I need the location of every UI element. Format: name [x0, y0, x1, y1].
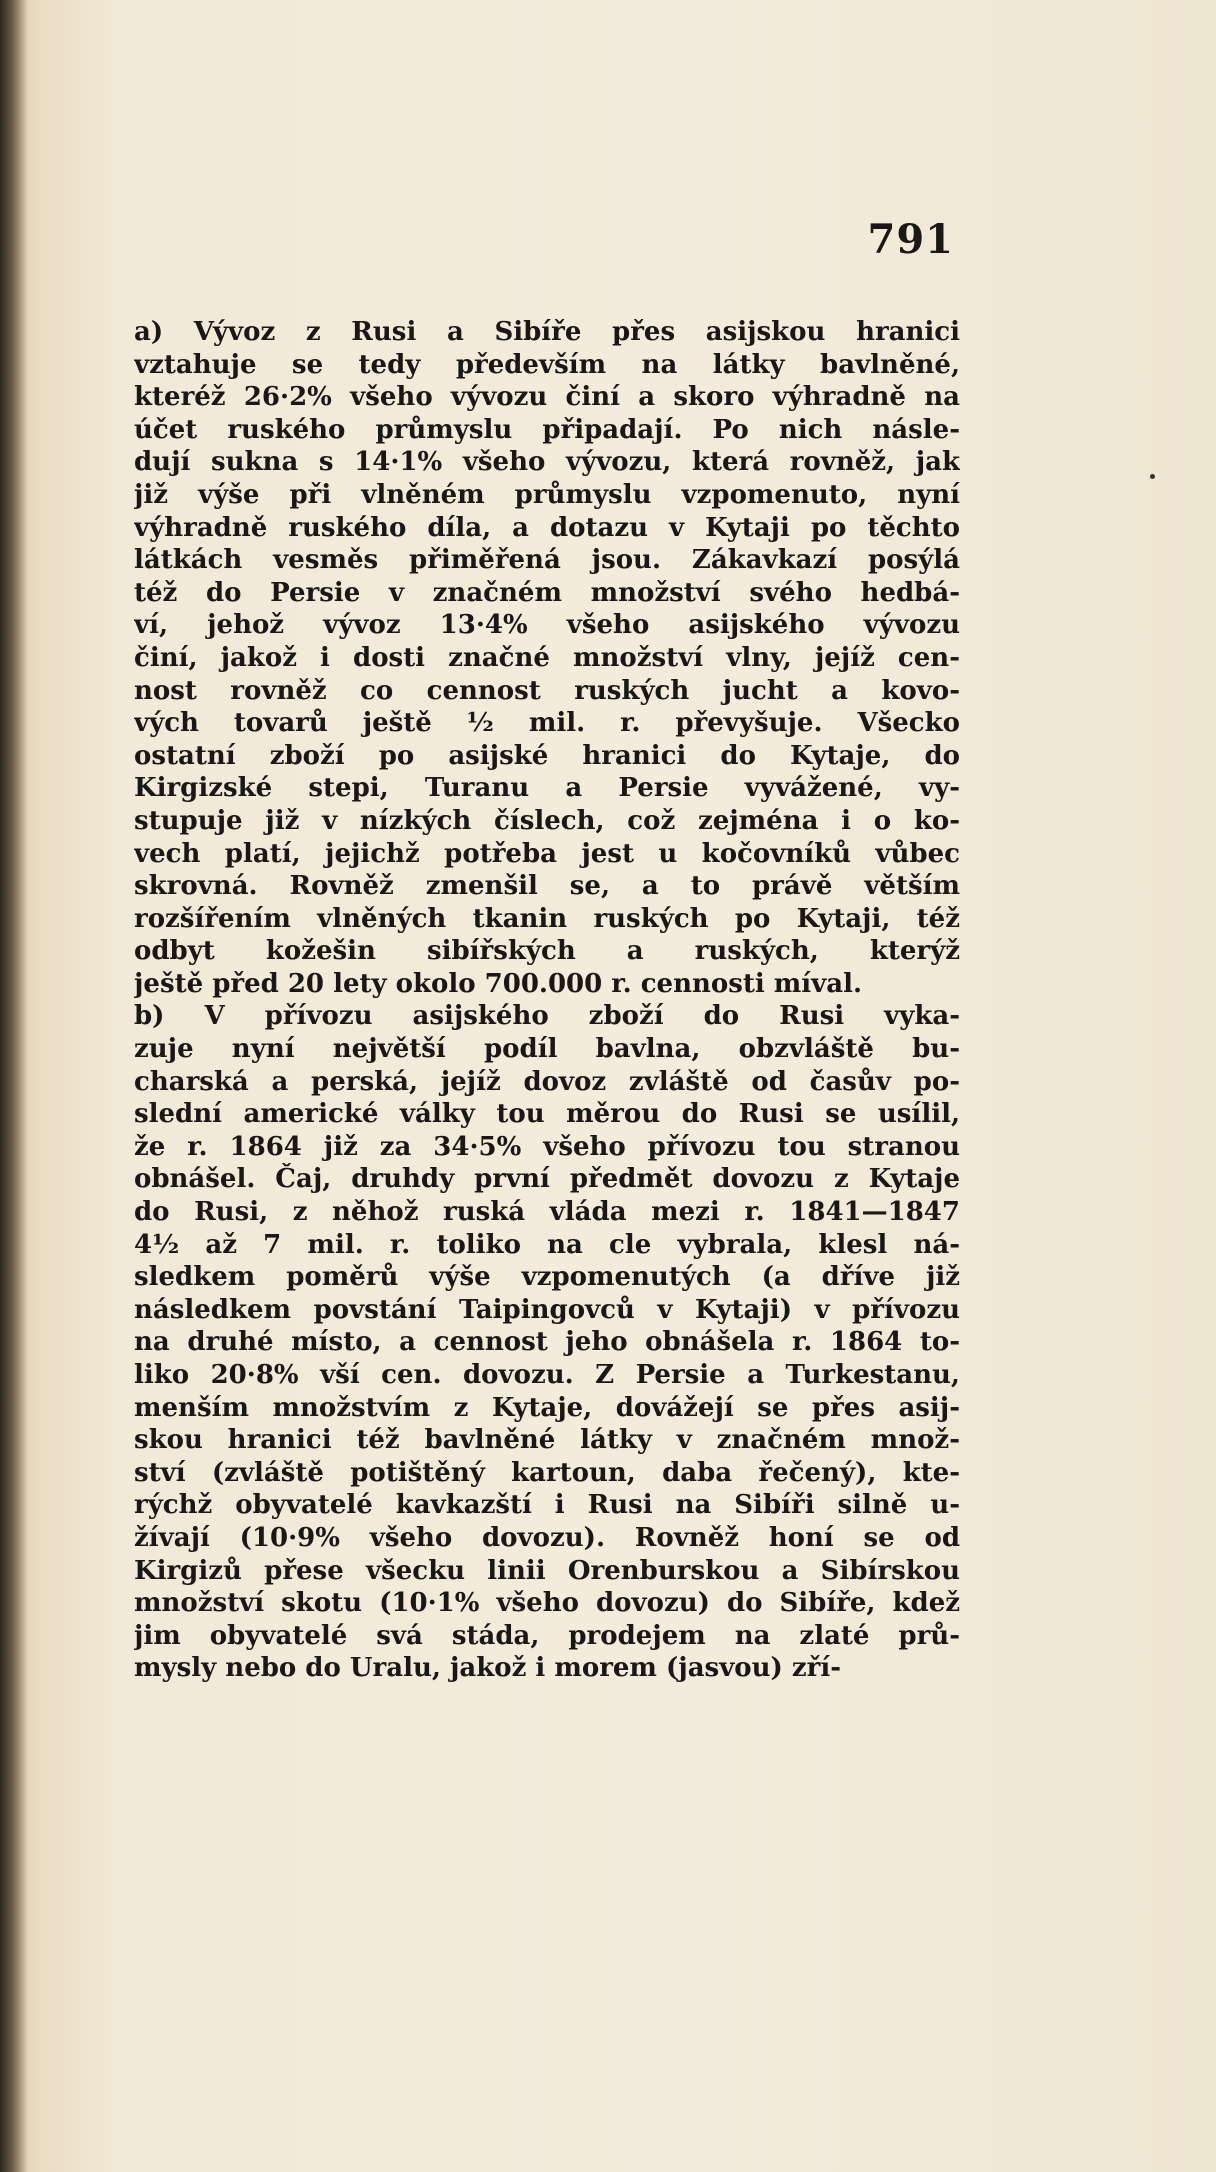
text-line: též do Persie v značném množství svého hedbá- — [134, 577, 960, 608]
text-line: Kirgizské stepi, Turanu a Persie vyvážené, vy- — [134, 773, 960, 804]
text-line: vech platí, jejichž potřeba jest u kočovníků vůbec — [134, 838, 960, 869]
text-line: 4½ až 7 mil. r. toliko na cle vybrala, klesl ná- — [134, 1229, 960, 1260]
text-line: vztahuje se tedy především na látky bavlněné, — [134, 349, 960, 380]
text-line: žívají (10·9% všeho dovozu). Rovněž honí se od — [134, 1522, 960, 1553]
body-text — [134, 316, 960, 1685]
text-line: látkách vesměs přiměřená jsou. Zákavkazí posýlá — [134, 545, 960, 576]
text-line: vých tovarů ještě ½ mil. r. převyšuje. Všecko — [134, 708, 960, 739]
text-line: činí, jakož i dosti značné množství vlny, jejíž cen- — [134, 642, 960, 673]
page-number: 791 — [867, 216, 954, 263]
text-line: na druhé místo, a cennost jeho obnášela r. 1864 to- — [134, 1327, 960, 1358]
binding-gutter — [0, 0, 28, 2172]
text-line: ostatní zboží po asijské hranici do Kytaje, do — [134, 740, 960, 771]
text-line: liko 20·8% vší cen. dovozu. Z Persie a Turkestanu, — [134, 1360, 960, 1390]
text-line: charská a perská, jejíž dovoz zvláště od časův po- — [134, 1066, 960, 1097]
text-line: rozšířením vlněných tkanin ruských po Kytaji, též — [134, 903, 960, 934]
text-line: kteréž 26·2% všeho vývozu činí a skoro výhradně na — [134, 382, 960, 413]
text-line: rýchž obyvatelé kavkazští i Rusi na Sibíři silně u- — [134, 1490, 960, 1521]
text-line: b) V přívozu asijského zboží do Rusi vyka- — [134, 1001, 960, 1032]
text-line: stupuje již v nízkých číslech, což zejména i o ko- — [134, 805, 960, 836]
text-line: Kirgizů přese všecku linii Orenburskou a Sibírskou — [134, 1555, 960, 1586]
text-line: že r. 1864 již za 34·5% všeho přívozu tou stranou — [134, 1131, 960, 1162]
text-line: mysly nebo do Uralu, jakož i morem (jasvou) zří- — [134, 1653, 842, 1684]
text-line: menším množstvím z Kytaje, dovážejí se přes asij- — [134, 1392, 960, 1423]
text-line: zuje nyní největší podíl bavlna, obzvláště bu- — [134, 1034, 960, 1065]
text-line: slední americké války tou měrou do Rusi se usílil, — [134, 1099, 960, 1130]
text-line: již výše při vlněném průmyslu vzpomenuto, nyní — [134, 479, 960, 510]
text-line: jim obyvatelé svá stáda, prodejem na zlaté prů- — [134, 1620, 960, 1651]
text-line: a) Vývoz z Rusi a Sibíře přes asijskou hranici — [134, 317, 960, 347]
text-line: skou hranici též bavlněné látky v značném množ- — [134, 1425, 960, 1456]
text-line: výhradně ruského díla, a dotazu v Kytaji po těchto — [134, 512, 960, 543]
text-line: skrovná. Rovněž zmenšil se, a to právě větším — [134, 871, 960, 902]
text-line: do Rusi, z něhož ruská vláda mezi r. 1841—1847 — [134, 1197, 960, 1228]
text-line: ví, jehož vývoz 13·4% všeho asijského vývozu — [134, 610, 960, 641]
text-line: účet ruského průmyslu připadají. Po nich násle- — [134, 414, 960, 445]
text-line: ještě před 20 lety okolo 700.000 r. cennosti míval. — [134, 968, 863, 999]
text-line: sledkem poměrů výše vzpomenutých (a dříve již — [134, 1262, 960, 1293]
text-line: nost rovněž co cennost ruských jucht a kovo- — [134, 675, 960, 706]
text-line: následkem povstání Taipingovců v Kytaji) v přívozu — [134, 1294, 960, 1325]
text-line: ství (zvláště potištěný kartoun, daba řečený), kte- — [134, 1457, 960, 1488]
text-line: dují sukna s 14·1% všeho vývozu, která rovněž, jak — [134, 447, 960, 478]
paper-speck — [1150, 474, 1155, 479]
text-line: obnášel. Čaj, druhdy první předmět dovozu z Kytaje — [134, 1164, 960, 1195]
text-line: odbyt kožešin sibířských a ruských, kterýž — [134, 936, 960, 967]
text-line: množství skotu (10·1% všeho dovozu) do Sibíře, kdež — [134, 1588, 960, 1619]
